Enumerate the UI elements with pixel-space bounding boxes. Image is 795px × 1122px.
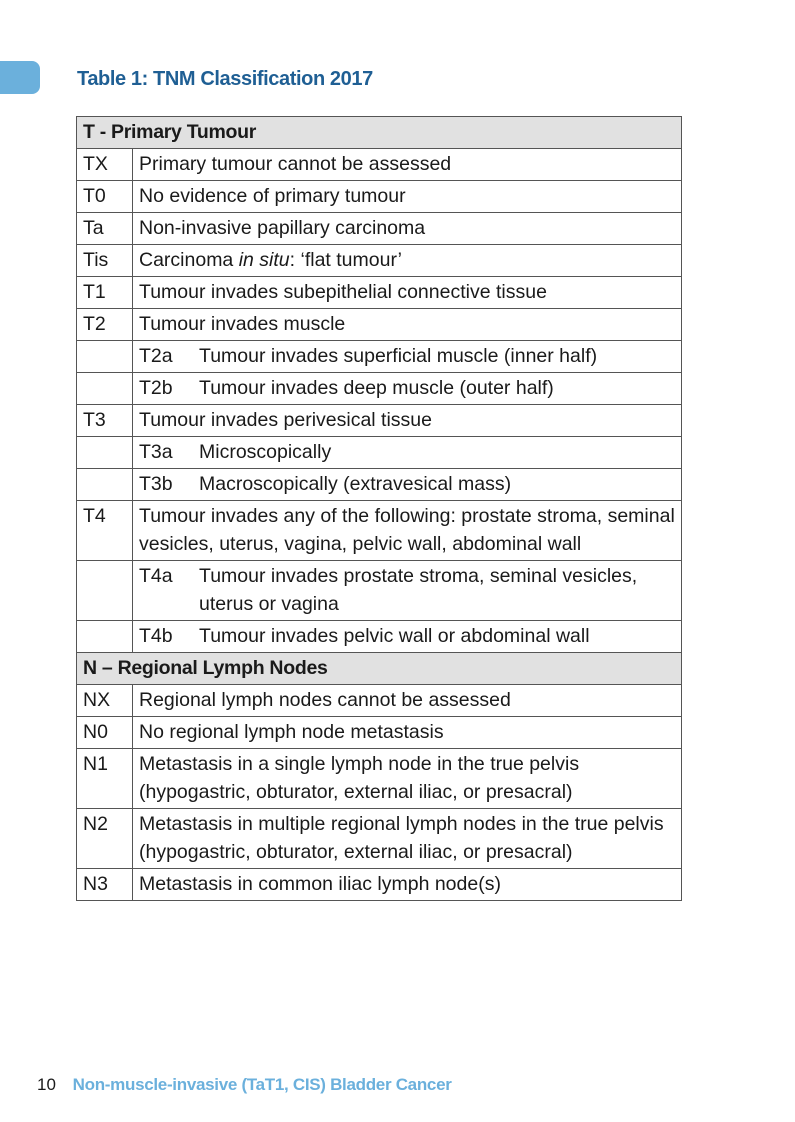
substage-cell: [133, 621, 682, 653]
stage-description: [133, 245, 682, 277]
section-header-n: [77, 653, 682, 685]
stage-code: N1: [77, 749, 133, 809]
substage-code: T3b: [139, 473, 173, 495]
substage-description: Tumour invades prostate stroma, seminal vesicles, uterus or vagina: [199, 565, 638, 615]
table-row: [77, 501, 682, 561]
page-footer: [37, 1075, 452, 1095]
substage-description: Macroscopically (extravesical mass): [199, 473, 512, 495]
desc-italic-text: in situ: [238, 249, 290, 271]
substage-cell: [133, 561, 682, 621]
table-subrow: [77, 469, 682, 501]
desc-text: Carcinoma: [139, 249, 239, 271]
stage-description: Primary tumour cannot be assessed: [133, 149, 682, 181]
footer-title: Non-muscle-invasive (TaT1, CIS) Bladder Cancer: [72, 1075, 452, 1094]
stage-code: NX: [77, 685, 133, 717]
substage-code: T4a: [139, 565, 173, 587]
table-row: [77, 685, 682, 717]
table-row: [77, 749, 682, 809]
substage-cell: [133, 437, 682, 469]
page-number: 10: [37, 1075, 56, 1094]
substage-cell: [133, 373, 682, 405]
empty-cell: [77, 621, 133, 653]
stage-code: T4: [77, 501, 133, 561]
empty-cell: [77, 437, 133, 469]
empty-cell: [77, 373, 133, 405]
stage-code: TX: [77, 149, 133, 181]
stage-code: T0: [77, 181, 133, 213]
substage-description: Tumour invades superficial muscle (inner half): [199, 345, 598, 367]
stage-description: Metastasis in common iliac lymph node(s): [133, 869, 682, 901]
stage-code: N3: [77, 869, 133, 901]
table-row: [77, 717, 682, 749]
table-row: [77, 405, 682, 437]
empty-cell: [77, 561, 133, 621]
substage-code: T2b: [139, 377, 173, 399]
table-subrow: [77, 621, 682, 653]
substage-description: Tumour invades deep muscle (outer half): [199, 377, 554, 399]
table-row: [77, 181, 682, 213]
stage-description: No evidence of primary tumour: [133, 181, 682, 213]
table-row: [77, 277, 682, 309]
stage-code: T3: [77, 405, 133, 437]
empty-cell: [77, 469, 133, 501]
stage-code: Tis: [77, 245, 133, 277]
stage-code: T1: [77, 277, 133, 309]
substage-code: T2a: [139, 345, 173, 367]
table-row: [77, 809, 682, 869]
desc-text: : ‘flat tumour’: [289, 249, 403, 271]
table-subrow: [77, 341, 682, 373]
stage-code: N0: [77, 717, 133, 749]
substage-code: T3a: [139, 441, 173, 463]
stage-description: Tumour invades any of the following: prostate stroma, seminal vesicles, uterus, vagina, pelvic wall, abdominal wall: [133, 501, 682, 561]
stage-description: Tumour invades subepithelial connective tissue: [133, 277, 682, 309]
substage-cell: [133, 341, 682, 373]
stage-description: Non-invasive papillary carcinoma: [133, 213, 682, 245]
table-row: [77, 245, 682, 277]
substage-code: T4b: [139, 625, 173, 647]
table-subrow: [77, 373, 682, 405]
empty-cell: [77, 341, 133, 373]
table-row: [77, 213, 682, 245]
stage-description: Tumour invades muscle: [133, 309, 682, 341]
table-row: [77, 309, 682, 341]
table-row: [77, 869, 682, 901]
stage-description: No regional lymph node metastasis: [133, 717, 682, 749]
section-header-label: N – Regional Lymph Nodes: [77, 653, 682, 685]
tnm-table: [76, 116, 682, 901]
table-title: Table 1: TNM Classification 2017: [77, 68, 373, 90]
stage-code: Ta: [77, 213, 133, 245]
section-tab-marker: [0, 61, 40, 94]
section-header-t: [77, 117, 682, 149]
stage-code: N2: [77, 809, 133, 869]
section-header-label: T - Primary Tumour: [77, 117, 682, 149]
substage-description: Tumour invades pelvic wall or abdominal wall: [199, 625, 590, 647]
table-row: [77, 149, 682, 181]
substage-cell: [133, 469, 682, 501]
table-subrow: [77, 561, 682, 621]
stage-description: Metastasis in multiple regional lymph nodes in the true pelvis (hypogastric, obturator, external iliac, or presacral): [133, 809, 682, 869]
stage-description: Regional lymph nodes cannot be assessed: [133, 685, 682, 717]
stage-description: Metastasis in a single lymph node in the true pelvis (hypogastric, obturator, external iliac, or presacral): [133, 749, 682, 809]
stage-description: Tumour invades perivesical tissue: [133, 405, 682, 437]
table-subrow: [77, 437, 682, 469]
substage-description: Microscopically: [199, 441, 332, 463]
stage-code: T2: [77, 309, 133, 341]
